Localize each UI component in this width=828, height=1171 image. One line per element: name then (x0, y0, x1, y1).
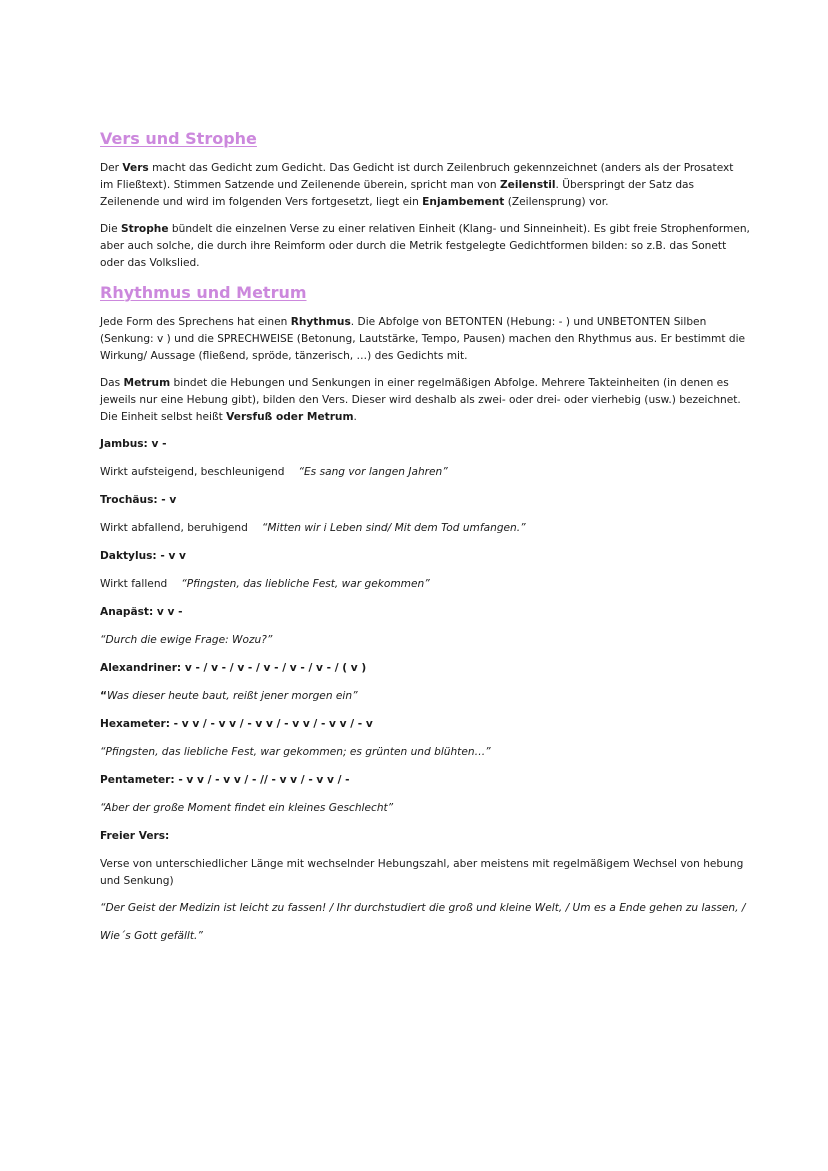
heading-rhythmus-und-metrum: Rhythmus und Metrum (100, 283, 307, 302)
meter-example: “Pfingsten, das liebliche Fest, war gekommen” (181, 578, 430, 590)
meter-example-pentameter: “Aber der große Moment findet ein kleines Geschlecht” (100, 802, 394, 814)
meter-label-pentameter: Pentameter: - v v / - v v / - // - v v / - v v / - (100, 774, 350, 786)
term-rhythmus: Rhythmus (290, 316, 351, 328)
meter-label-hexameter: Hexameter: - v v / - v v / - v v / - v v / - v v / - v (100, 718, 373, 730)
term-zeilenstil: Zeilenstil (499, 179, 556, 191)
meter-effect: Wirkt abfallend, beruhigend (100, 522, 248, 534)
term-metrum: Metrum (123, 377, 171, 389)
term-versfuss: Versfuß oder Metrum (226, 411, 354, 423)
meter-label-daktylus: Daktylus: - v v (100, 550, 186, 562)
meter-effect: Wirkt aufsteigend, beschleunigend (100, 466, 285, 478)
meter-example-alexandriner: “Was dieser heute baut, reißt jener morgen ein” (100, 690, 358, 702)
term-enjambement: Enjambement (422, 196, 505, 208)
heading-vers-und-strophe: Vers und Strophe (100, 129, 257, 148)
term-strophe: Strophe (121, 223, 169, 235)
meter-label-trochaeus: Trochäus: - v (100, 494, 177, 506)
paragraph-rhythmus: Jede Form des Sprechens hat einen Rhythmus. Die Abfolge von BETONTEN (Hebung: - ) und UNBETONTEN Silben (Senkung: v ) und die SPRECHWEISE (Betonung, Lautstärke, Tempo, Pausen) machen den Rhythmus aus. Er bestimmt die Wirkung/ Aussage (fließend, spröde, tänzerisch, …) des Gedichts mit. (100, 316, 746, 362)
meter-label-alexandriner: Alexandriner: v - / v - / v - / v - / v - / v - / ( v ) (100, 662, 367, 674)
paragraph-strophe: Die Strophe bündelt die einzelnen Verse zu einer relativen Einheit (Klang- und Sinneinheit). Es gibt freie Strophenformen, aber auch solche, die durch ihre Reimform oder durch die Metrik festgelegte Gedichtformen bilden: so z.B. das Sonett oder das Volkslied. (100, 223, 750, 269)
meter-row-trochaeus (100, 520, 750, 537)
meter-example-freier-vers-line1: “Der Geist der Medizin ist leicht zu fassen! / Ihr durchstudiert die groß und kleine Welt, / Um es a Ende gehen zu lassen, / (100, 902, 746, 914)
meter-example-hexameter: “Pfingsten, das liebliche Fest, war gekommen; es grünten und blühten…” (100, 746, 491, 758)
meter-example: “Mitten wir i Leben sind/ Mit dem Tod umfangen.” (261, 522, 526, 534)
paragraph-vers: Der Vers macht das Gedicht zum Gedicht. Das Gedicht ist durch Zeilenbruch gekennzeichnet (anders als der Prosatext im Fließtext). Stimmen Satzende und Zeilenende überein, spricht man von Zeilenstil. Überspringt der Satz das Zeilenende und wird im folgenden Vers fortgesetzt, liegt ein Enjambement (Zeilensprung) vor. (100, 162, 734, 208)
meter-effect: Wirkt fallend (100, 578, 168, 590)
meter-example-anapaest: “Durch die ewige Frage: Wozu?” (100, 634, 273, 646)
document-page (100, 128, 750, 956)
meter-example: “Es sang vor langen Jahren” (298, 466, 448, 478)
meter-label-freier-vers: Freier Vers: (100, 830, 170, 842)
meter-label-jambus: Jambus: v - (100, 438, 167, 450)
meter-example-freier-vers-line2: Wie´s Gott gefällt.” (100, 930, 203, 942)
term-vers: Vers (122, 162, 149, 174)
paragraph-metrum: Das Metrum bindet die Hebungen und Senkungen in einer regelmäßigen Abfolge. Mehrere Takteinheiten (in denen es jeweils nur eine Hebung gibt), bilden den Vers. Dieser wird deshalb als zwei- oder drei- oder vierhebig (usw.) bezeichnet. Die Einheit selbst heißt Versfuß oder Metrum. (100, 377, 741, 423)
meter-row-jambus (100, 464, 750, 481)
meter-description-freier-vers: Verse von unterschiedlicher Länge mit wechselnder Hebungszahl, aber meistens mit regelmäßigem Wechsel von hebung und Senkung) (100, 858, 744, 887)
meter-label-anapaest: Anapäst: v v - (100, 606, 183, 618)
meter-row-daktylus (100, 576, 750, 593)
